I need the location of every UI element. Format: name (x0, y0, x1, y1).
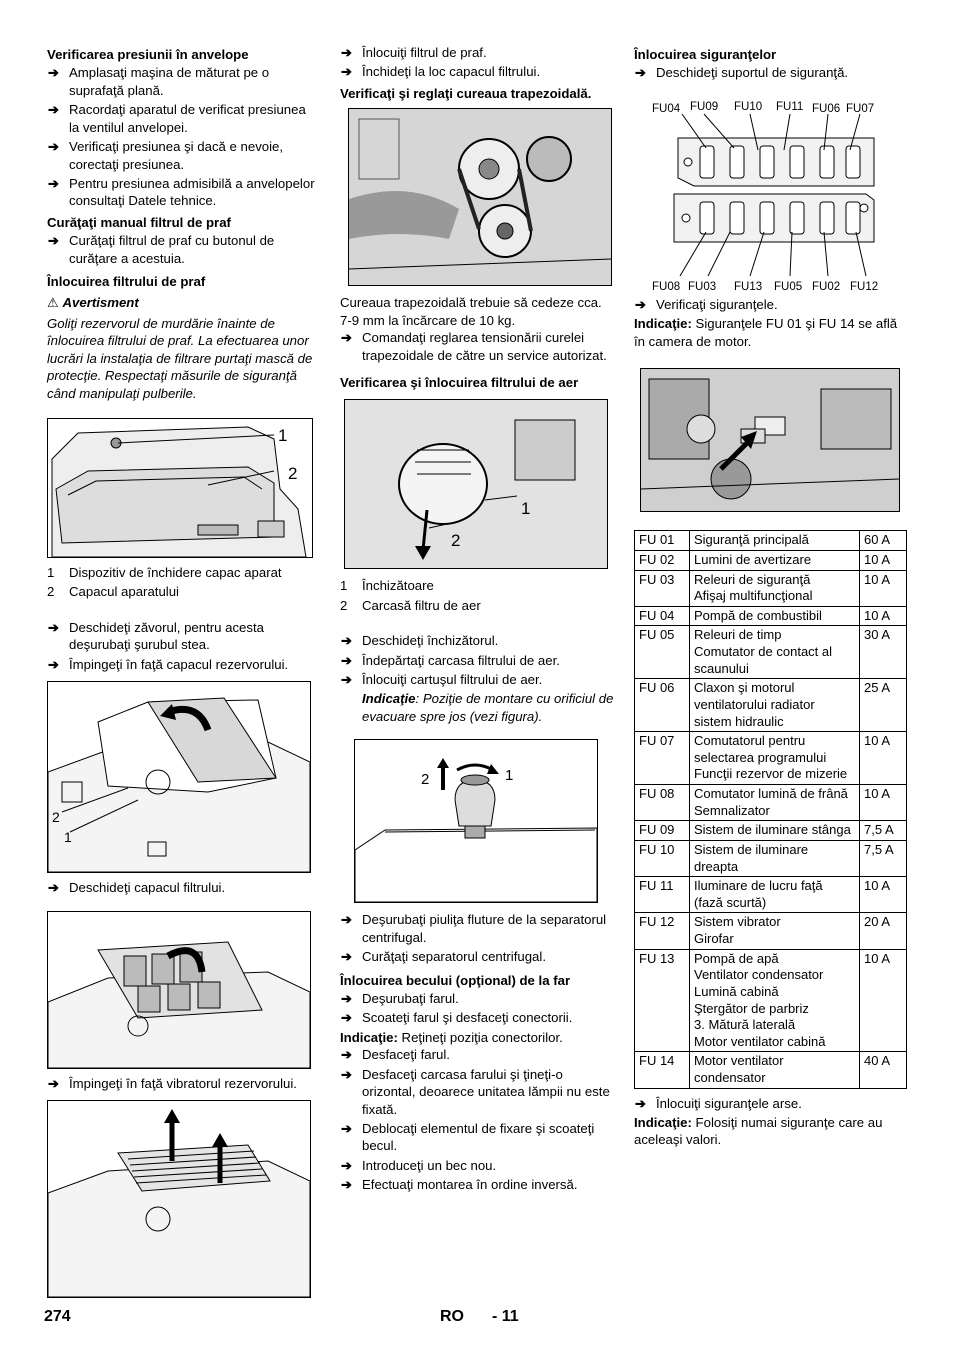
step-item: ➔ Racordaţi aparatul de verificat presiunea la ventilul anvelopei. (47, 101, 315, 136)
filter-cover-illustration (48, 912, 310, 1068)
figure-v-belt (348, 108, 612, 286)
fuse-label: FU07 (846, 103, 875, 115)
fuse-label: FU05 (774, 281, 803, 293)
step-item: ➔ Pentru presiunea admisibilă a anvelopelor consultaţi Datele tehnice. (47, 175, 315, 210)
fuse-row (635, 877, 907, 913)
heading-clean-dust-filter: Curăţaţi manual filtrul de praf (47, 214, 231, 230)
step-item: ➔ Scoateţi farul şi desfaceţi conectorii. (340, 1009, 615, 1026)
fuse-label: FU10 (734, 101, 763, 113)
callout-label: 2 (451, 531, 461, 551)
v-belt-photo (349, 109, 611, 285)
legend-item: 2 Carcasă filtru de aer (340, 597, 481, 613)
fuse-note: Indicaţie: Siguranţele FU 01 şi FU 14 se află în camera de motor. (634, 316, 898, 349)
callout-label: 1 (505, 767, 514, 785)
fuse-cell-desc: Siguranţă principală (690, 531, 860, 551)
fuse-cell-id: FU 08 (635, 785, 690, 821)
step-item: ➔ Deschideţi închizătorul. (340, 632, 615, 649)
heading-fuses: Înlocuirea siguranţelor (634, 47, 777, 62)
section-page: - 11 (492, 1308, 519, 1325)
column-middle (340, 44, 615, 1196)
step-item: ➔ Îndepărtaţi carcasa filtrului de aer. (340, 652, 615, 669)
heading-bulb: Înlocuirea becului (opţional) de la far (340, 972, 571, 988)
fuse-cell-amp: 40 A (860, 1052, 907, 1088)
fuse-row (635, 732, 907, 785)
step-item: ➔ Deşurubaţi piuliţa fluture de la separatorul centrifugal. (340, 911, 615, 946)
fuse-cell-id: FU 01 (635, 531, 690, 551)
fuse-cell-amp: 10 A (860, 606, 907, 626)
fuse-cell-id: FU 13 (635, 949, 690, 1052)
air-filter-photo (345, 400, 607, 568)
fuse-row (635, 913, 907, 949)
step-item: ➔ Deschideţi zăvorul, pentru acesta deşurubaţi şurubul stea. (47, 619, 315, 654)
fuse-cell-desc: Motor ventilator condensator (690, 1052, 860, 1088)
fuse-cell-id: FU 11 (635, 877, 690, 913)
step-item: ➔ Comandaţi reglarea tensionării curelei trapezoidale de către un service autorizat. (340, 329, 615, 364)
step-item: ➔ Amplasaţi maşina de măturat pe o suprafaţă plană. (47, 64, 315, 99)
fuse-cell-amp: 60 A (860, 531, 907, 551)
callout-label: 1 (278, 426, 288, 446)
step-item: ➔ Înlocuiţi siguranţele arse. (634, 1095, 908, 1112)
step-item: ➔ Efectuaţi montarea în ordine inversă. (340, 1176, 615, 1193)
fuse-cell-id: FU 04 (635, 606, 690, 626)
fuse-cell-id: FU 02 (635, 550, 690, 570)
fuse-holder-body (634, 100, 904, 296)
step-item: ➔ Curăţaţi separatorul centrifugal. (340, 948, 615, 965)
separator-illustration (355, 740, 597, 902)
callout-label: 2 (288, 464, 298, 484)
fuse-cell-desc: Pompă de combustibil (690, 606, 860, 626)
step-item: ➔ Înlocuiţi cartuşul filtrului de aer. (340, 671, 615, 688)
bulb-note: Indicaţie: Reţineţi poziţia conectorilor. (340, 1029, 563, 1045)
fuse-cell-amp: 10 A (860, 570, 907, 606)
step-item: ➔ Împingeţi în faţă vibratorul rezervorului. (47, 1075, 315, 1092)
fuse-label: FU08 (652, 281, 681, 293)
warning-block (47, 294, 315, 311)
fuse-cell-desc: Comutatorul pentru selectarea programului Funcţii rezervor de mizerie (690, 732, 860, 785)
fuse-cell-amp: 25 A (860, 679, 907, 732)
fuse-cell-amp: 10 A (860, 877, 907, 913)
language-code: RO (440, 1308, 464, 1325)
fuse-row (635, 606, 907, 626)
figure-engine-room (640, 368, 900, 512)
fuse-cell-id: FU 07 (635, 732, 690, 785)
legend-item: 1 Închizătoare (340, 578, 434, 594)
fuse-row (635, 550, 907, 570)
fuse-cell-id: FU 14 (635, 1052, 690, 1088)
fuse-cell-amp: 10 A (860, 550, 907, 570)
warning-text: Goliţi rezervorul de murdărie înainte de înlocuirea filtrului de praf. La efectuarea unor lucrări la instalaţia de filtrare purtaţi mască de protecţie. Respectaţi măsurile de siguranţă când manipulaţi pulberile. (47, 315, 313, 401)
step-item: ➔ Curăţaţi filtrul de praf cu butonul de curăţare a acestuia. (47, 232, 315, 267)
callout-label: 2 (52, 809, 60, 826)
step-item: ➔ Deschideţi capacul filtrului. (47, 879, 315, 896)
step-item: ➔ Deblocaţi elementul de fixare şi scoateţi becul. (340, 1120, 615, 1155)
fuse-cell-amp: 10 A (860, 785, 907, 821)
fuse-label: FU06 (812, 103, 841, 115)
tank-cover-illustration (48, 682, 310, 872)
fuse-cell-desc: Releuri de siguranţă Afişaj multifuncţional (690, 570, 860, 606)
fuse-cell-desc: Comutator lumină de frână Semnalizator (690, 785, 860, 821)
figure-push-tank-cover (47, 681, 311, 873)
figure-device-cover (47, 418, 313, 558)
fuse-cell-amp: 20 A (860, 913, 907, 949)
machine-cover-illustration (48, 419, 312, 557)
step-item: ➔ Deschideţi suportul de siguranţă. (634, 64, 908, 81)
figure-push-vibrator (47, 1100, 311, 1298)
step-item: ➔ Desfaceţi farul. (340, 1046, 615, 1063)
column-left (47, 44, 315, 1304)
fuse-cell-amp: 7,5 A (860, 840, 907, 876)
fuse-cell-desc: Iluminare de lucru faţă (fază scurtă) (690, 877, 860, 913)
callout-label: 1 (521, 499, 531, 519)
step-item: ➔ Verificaţi presiunea şi dacă e nevoie, corectaţi presiunea. (47, 138, 315, 173)
fuse-label: FU13 (734, 281, 763, 293)
fuse-cell-amp: 7,5 A (860, 821, 907, 841)
warning-title: Avertisment (62, 295, 139, 311)
legend-item: 2 Capacul aparatului (47, 584, 179, 600)
fuse-cell-desc: Pompă de apă Ventilator condensator Lumină cabină Ştergător de parbriz 3. Mătură laterală Motor ventilator cabină (690, 949, 860, 1052)
fuse-section-text (634, 296, 908, 1149)
fuse-note-values: Indicaţie: Folosiţi numai siguranţe care au aceleaşi valori. (634, 1115, 883, 1148)
step-item: ➔ Verificaţi siguranţele. (634, 296, 908, 313)
page-number: 274 (44, 1308, 71, 1325)
belt-text: Cureaua trapezoidală trebuie să cedeze cca. 7-9 mm la încărcare de 10 kg. (340, 295, 602, 328)
fuse-cell-amp: 30 A (860, 626, 907, 679)
fuse-label: FU09 (690, 101, 719, 113)
callout-label: 1 (64, 829, 72, 846)
heading-air-filter: Verificarea şi înlocuirea filtrului de aer (340, 374, 579, 390)
legend-item: 1 Dispozitiv de închidere capac aparat (47, 565, 282, 581)
fuse-label: FU12 (850, 281, 879, 293)
step-item: ➔ Deşurubaţi farul. (340, 990, 615, 1007)
step-item: ➔ Introduceţi un bec nou. (340, 1157, 615, 1174)
fuse-row (635, 840, 907, 876)
step-item: ➔ Împingeţi în faţă capacul rezervorului. (47, 656, 315, 673)
fuse-row (635, 679, 907, 732)
fuse-cell-desc: Claxon şi motorul ventilatorului radiator sistem hidraulic (690, 679, 860, 732)
fuse-cell-desc: Sistem de iluminare stânga (690, 821, 860, 841)
heading-replace-dust-filter: Înlocuirea filtrului de praf (47, 274, 206, 290)
vibrator-illustration (48, 1101, 310, 1297)
step-item: ➔ Desfaceţi carcasa farului şi ţineţi-o orizontal, deoarece unitatea lămpii nu este fixată. (340, 1066, 615, 1118)
warning-icon: ⚠ (47, 295, 59, 311)
fuse-label: FU11 (776, 101, 804, 113)
step-item: ➔ Înlocuiţi filtrul de praf. (340, 44, 615, 61)
fuse-row (635, 570, 907, 606)
air-note: Indicaţie: Poziţie de montare cu orificiul de evacuare spre jos (vezi figura). (362, 691, 614, 724)
fuse-label: FU02 (812, 281, 841, 293)
fuse-table (634, 530, 907, 1088)
heading-tyre-pressure: Verificarea presiunii în anvelope (47, 47, 249, 62)
fuse-cell-desc: Sistem de iluminare dreapta (690, 840, 860, 876)
fuse-row (635, 821, 907, 841)
fuse-cell-amp: 10 A (860, 949, 907, 1052)
figure-centrifugal-separator (354, 739, 598, 903)
fuse-row (635, 626, 907, 679)
fuse-cell-id: FU 05 (635, 626, 690, 679)
fuse-cell-id: FU 03 (635, 570, 690, 606)
fuse-label: FU04 (652, 103, 681, 115)
fuse-cell-amp: 10 A (860, 732, 907, 785)
engine-room-photo (641, 369, 899, 511)
step-item: ➔ Închideţi la loc capacul filtrului. (340, 63, 615, 80)
fuse-row (635, 1052, 907, 1088)
fuse-cell-id: FU 09 (635, 821, 690, 841)
fuse-row (635, 785, 907, 821)
heading-v-belt: Verificaţi şi reglaţi cureaua trapezoidală. (340, 85, 592, 101)
fuse-cell-id: FU 12 (635, 913, 690, 949)
fuse-row (635, 531, 907, 551)
fuse-cell-id: FU 10 (635, 840, 690, 876)
fuse-cell-desc: Lumini de avertizare (690, 550, 860, 570)
callout-label: 2 (421, 771, 430, 789)
figure-air-filter (344, 399, 608, 569)
fuse-cell-id: FU 06 (635, 679, 690, 732)
fuse-cell-desc: Releuri de timp Comutator de contact al scaunului (690, 626, 860, 679)
fuse-cell-desc: Sistem vibrator Girofar (690, 913, 860, 949)
fuse-label: FU03 (688, 281, 717, 293)
fuse-row (635, 949, 907, 1052)
figure-open-filter-cover (47, 911, 311, 1069)
